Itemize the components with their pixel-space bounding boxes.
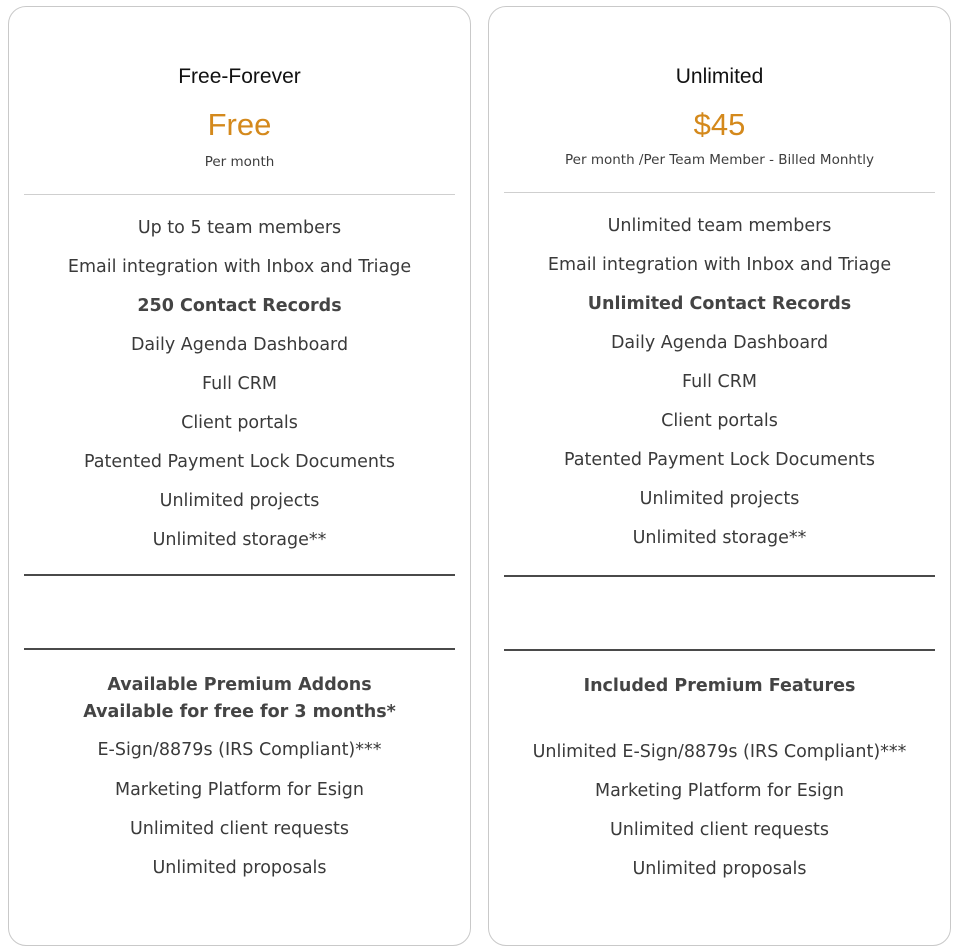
premium-heading: Available Premium Addons xyxy=(107,675,372,695)
premium-feature-item: Unlimited client requests xyxy=(609,820,830,840)
feature-item: Daily Agenda Dashboard xyxy=(130,335,349,355)
feature-item: Daily Agenda Dashboard xyxy=(610,333,829,353)
feature-item: Email integration with Inbox and Triage xyxy=(547,255,892,275)
plan-name: Free-Forever xyxy=(178,65,301,88)
divider xyxy=(24,574,455,576)
feature-item: Full CRM xyxy=(202,374,277,394)
feature-item: Full CRM xyxy=(682,372,757,392)
plan-period: Per month xyxy=(204,154,275,170)
feature-item: Unlimited storage** xyxy=(152,530,327,550)
feature-item-highlight: Unlimited Contact Records xyxy=(587,294,852,314)
plan-card-free-forever xyxy=(8,6,471,946)
feature-item: Up to 5 team members xyxy=(137,218,342,238)
plan-period: Per month /Per Team Member - Billed Monhtly xyxy=(565,152,874,168)
divider xyxy=(504,192,935,193)
premium-feature-item: E-Sign/8879s (IRS Compliant)*** xyxy=(97,740,382,760)
feature-item: Unlimited projects xyxy=(159,491,320,511)
feature-item: Client portals xyxy=(661,411,778,431)
premium-feature-item: Unlimited E-Sign/8879s (IRS Compliant)*** xyxy=(532,742,907,762)
feature-item: Email integration with Inbox and Triage xyxy=(67,257,412,277)
plan-name: Unlimited xyxy=(675,65,764,88)
feature-item: Client portals xyxy=(181,413,298,433)
premium-feature-item: Unlimited client requests xyxy=(129,819,350,839)
divider xyxy=(504,649,935,651)
feature-item: Unlimited projects xyxy=(639,489,800,509)
feature-item: Patented Payment Lock Documents xyxy=(84,452,395,472)
premium-heading: Included Premium Features xyxy=(583,676,856,696)
plan-price: $45 xyxy=(693,107,746,142)
feature-item: Patented Payment Lock Documents xyxy=(564,450,875,470)
premium-feature-item: Unlimited proposals xyxy=(152,858,327,878)
premium-feature-item: Marketing Platform for Esign xyxy=(114,780,364,800)
premium-feature-item: Unlimited proposals xyxy=(632,859,807,879)
plan-card-unlimited xyxy=(488,6,951,946)
divider xyxy=(24,648,455,650)
plan-price: Free xyxy=(207,107,272,142)
divider xyxy=(504,575,935,577)
divider xyxy=(24,194,455,195)
feature-item: Unlimited team members xyxy=(607,216,832,236)
premium-feature-item: Marketing Platform for Esign xyxy=(594,781,844,801)
premium-subheading: Available for free for 3 months* xyxy=(83,702,396,722)
feature-item: Unlimited storage** xyxy=(632,528,807,548)
feature-item-highlight: 250 Contact Records xyxy=(137,296,342,316)
